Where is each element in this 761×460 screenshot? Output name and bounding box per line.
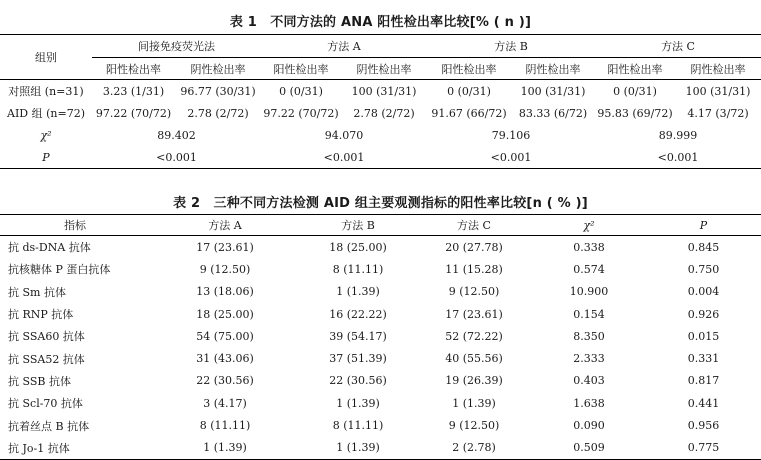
table-cell: 17 (23.61) (445, 307, 503, 321)
table-cell: 22 (30.56) (196, 374, 254, 388)
group-header: 组别 (0, 35, 92, 80)
table-cell: 1 (1.39) (336, 285, 380, 299)
table-cell: 40 (55.56) (445, 352, 503, 366)
method-header-a: 方法 A (261, 35, 427, 58)
row-label: 抗 SSA60 抗体 (8, 330, 85, 344)
sub-header-negative: 阴性检出率 (190, 62, 246, 76)
table-cell: 8 (11.11) (332, 419, 384, 433)
header-method-a: 方法 A (208, 219, 242, 232)
chi2-value: 94.070 (324, 128, 364, 142)
table-row (0, 325, 761, 347)
table-row (0, 437, 761, 460)
table1-row-aid (0, 102, 761, 124)
table-cell: 0.090 (573, 419, 605, 433)
table-cell: 1 (1.39) (336, 441, 380, 455)
table-cell: 100 (31/31) (351, 84, 417, 98)
sub-header-positive: 阳性检出率 (106, 62, 161, 76)
table-cell: 0.926 (687, 307, 720, 321)
sub-header-positive: 阳性检出率 (273, 62, 329, 76)
table-cell: 83.33 (6/72) (518, 106, 588, 120)
row-label: 对照组 (n=31) (8, 85, 84, 98)
table-cell: 2 (2.78) (452, 441, 496, 455)
table-cell: 19 (26.39) (445, 374, 503, 388)
table-cell: 0.574 (573, 262, 605, 276)
table-cell: 10.900 (569, 285, 609, 299)
sub-header-negative: 阴性检出率 (356, 62, 412, 76)
header-p: P (699, 218, 708, 232)
table-cell: 0 (0/31) (279, 84, 323, 98)
p-label: P (42, 150, 50, 164)
table-cell: 0.750 (687, 262, 720, 276)
chi2-label: χ² (40, 128, 52, 142)
table-cell: 0.845 (687, 240, 720, 254)
row-label: 抗 ds-DNA 抗体 (8, 241, 91, 255)
table-cell: 9 (12.50) (199, 262, 251, 276)
table-cell: 0 (0/31) (613, 84, 657, 98)
table-cell: 9 (12.50) (448, 419, 500, 433)
table-cell: 0.154 (573, 307, 605, 321)
table2-header-row (0, 215, 761, 236)
table-cell: 0.015 (687, 329, 720, 343)
table-cell: 18 (25.00) (329, 240, 387, 254)
table-row (0, 258, 761, 280)
p-value: <0.001 (323, 150, 365, 164)
table-cell: 1 (1.39) (336, 396, 380, 410)
method-header-b: 方法 B (427, 35, 595, 58)
chi2-value: 89.999 (658, 128, 698, 142)
p-value: <0.001 (657, 150, 699, 164)
table-row (0, 370, 761, 392)
table-cell: 8.350 (573, 329, 605, 343)
table-cell: 17 (23.61) (196, 240, 254, 254)
table-cell: 1 (1.39) (452, 396, 496, 410)
table-cell: 0.338 (573, 240, 605, 254)
table-cell: 0.775 (687, 441, 720, 455)
table-row (0, 414, 761, 436)
table-cell: 0 (0/31) (447, 84, 491, 98)
table-cell: 22 (30.56) (329, 374, 387, 388)
header-method-c: 方法 C (457, 219, 491, 232)
table-cell: 3.23 (1/31) (102, 84, 165, 98)
table-cell: 13 (18.06) (196, 285, 254, 299)
table-cell: 96.77 (30/31) (180, 84, 256, 98)
table-row (0, 347, 761, 369)
row-label: 抗核糖体 P 蛋白抗体 (8, 263, 111, 277)
table-cell: 31 (43.06) (196, 352, 254, 366)
table-cell: 1.638 (573, 396, 605, 410)
row-label: 抗 Jo-1 抗体 (8, 441, 70, 455)
sub-header-positive: 阳性检出率 (607, 62, 663, 76)
table-cell: 0.441 (687, 396, 720, 410)
table-cell: 0.403 (573, 374, 605, 388)
sub-header-positive: 阳性检出率 (441, 62, 497, 76)
table-cell: 37 (51.39) (329, 352, 387, 366)
table-cell: 18 (25.00) (196, 307, 254, 321)
table-cell: 54 (75.00) (196, 329, 254, 343)
table-row (0, 236, 761, 259)
table-cell: 39 (54.17) (329, 329, 387, 343)
table-cell: 2.333 (573, 352, 605, 366)
table1-caption: 表 1 不同方法的 ANA 阳性检出率比较[% ( n )] (229, 15, 532, 30)
table-cell: 100 (31/31) (520, 84, 586, 98)
table-cell: 91.67 (66/72) (431, 106, 507, 120)
chi2-value: 79.106 (491, 128, 531, 142)
row-label: 抗着丝点 B 抗体 (8, 419, 90, 433)
sub-header-negative: 阴性检出率 (690, 62, 746, 76)
table-row (0, 281, 761, 303)
table1-row-chi2 (0, 124, 761, 146)
row-label: AID 组 (n=72) (7, 107, 85, 120)
table-cell: 52 (72.22) (445, 329, 503, 343)
table-cell: 16 (22.22) (329, 307, 387, 321)
row-label: 抗 Scl-70 抗体 (8, 397, 83, 411)
method-header-c: 方法 C (595, 35, 761, 58)
row-label: 抗 Sm 抗体 (8, 285, 66, 299)
header-indicator: 指标 (64, 219, 86, 232)
table-cell: 3 (4.17) (203, 396, 247, 410)
table2-caption: 表 2 三种不同方法检测 AID 组主要观测指标的阳性率比较[n ( % )] (173, 196, 588, 211)
table-cell: 1 (1.39) (203, 441, 247, 455)
table1-row-p (0, 146, 761, 169)
table-cell: 8 (11.11) (199, 419, 251, 433)
table-cell: 0.331 (687, 352, 720, 366)
table-cell: 11 (15.28) (445, 262, 503, 276)
table-row (0, 392, 761, 414)
table1 (0, 34, 761, 169)
table-cell: 0.956 (687, 419, 720, 433)
table2 (0, 214, 761, 460)
header-method-b: 方法 B (341, 219, 375, 232)
table-cell: 0.817 (687, 374, 720, 388)
row-label: 抗 SSA52 抗体 (8, 352, 85, 366)
header-chi2: χ² (583, 218, 595, 232)
table-cell: 100 (31/31) (685, 84, 751, 98)
chi2-value: 89.402 (157, 128, 196, 142)
table-cell: 95.83 (69/72) (597, 106, 673, 120)
table-cell: 97.22 (70/72) (263, 106, 339, 120)
table-cell: 0.509 (573, 441, 605, 455)
table-cell: 0.004 (687, 285, 720, 299)
row-label: 抗 RNP 抗体 (8, 308, 74, 322)
row-label: 抗 SSB 抗体 (8, 374, 71, 388)
p-value: <0.001 (156, 150, 197, 164)
table-row (0, 303, 761, 325)
table-cell: 2.78 (2/72) (187, 106, 249, 120)
p-value: <0.001 (490, 150, 532, 164)
table-cell: 20 (27.78) (445, 240, 503, 254)
table1-row-control (0, 80, 761, 103)
table-cell: 97.22 (70/72) (95, 106, 172, 120)
method-header-ifa: 间接免疫荧光法 (92, 35, 261, 58)
table-cell: 2.78 (2/72) (353, 106, 415, 120)
table-cell: 4.17 (3/72) (687, 106, 749, 120)
sub-header-negative: 阴性检出率 (525, 62, 581, 76)
table-cell: 8 (11.11) (332, 262, 384, 276)
table-cell: 9 (12.50) (448, 285, 500, 299)
